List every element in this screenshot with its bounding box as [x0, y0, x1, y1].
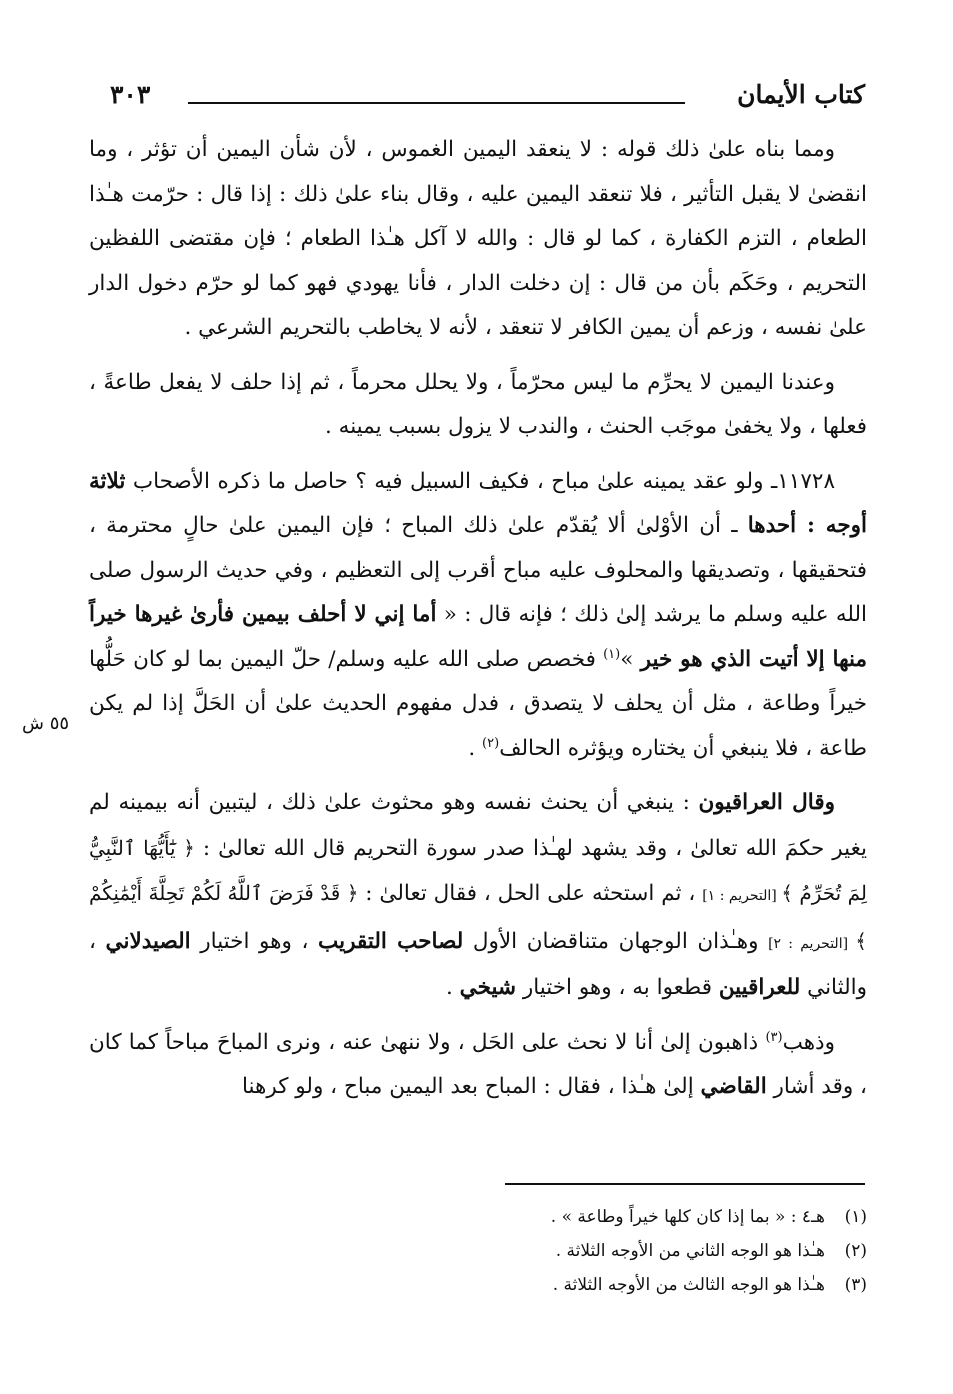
quran-verse-1: ﴿ يَٰٓأَيُّهَا ٱلنَّبِيُّ لِمَ تُحَرِّمُ ﴾ — [89, 835, 868, 905]
paragraph-3-text-f: فخصص صلى الله عليه وسلم/ حلّ اليمين بما لو كان حَلُّها خيراً وطاعة ، مثل أن يحلف لا يتصدق ، فدل مفهوم الحديث علىٰ أن الحَلَّ إذا لم يكن طاعة ، فلا ينبغي أن يختاره ويؤثره الحالف — [89, 646, 867, 761]
footnote-number: (١) — [844, 1207, 867, 1227]
quran-ref-2: [التحريم : ٢] — [768, 935, 856, 952]
author-shaykhi: شيخي — [459, 975, 516, 1000]
footnote-text: هـٰذا هو الوجه الثالث من الأوجه الثلاثة . — [552, 1275, 825, 1295]
paragraph-3-text-c: ـ أن الأوْلىٰ ألا يُقدّم علىٰ ذلك المباح ؛ فإن اليمين علىٰ حالٍ محترمة ، فتحقيقها ، وتصديقها والمحلوف عليه مباح أقرب إلى التعظيم ، وفي حديث الرسول صلى الله عليه وسلم ما يرشد إلىٰ ذلك ؛ فإنه قال : « — [89, 513, 867, 627]
book-title: كتاب الأيمان — [737, 80, 865, 109]
body-text — [89, 128, 867, 1120]
three-views-heading: ثلاثة أوجه : أحدها — [89, 468, 867, 538]
page-number: ٣٠٣ — [110, 80, 151, 109]
iraqi-scholars-heading: وقال العراقيون — [698, 790, 835, 815]
paragraph-4-text-b: : ينبغي أن يحنث نفسه وهو محثوث علىٰ ذلك ، ليتبين أنه بيمينه لم يغير حكمَ الله تعالىٰ ، وقد يشهد لهـٰذا صدر سورة التحريم قال الله تعالىٰ : — [89, 790, 868, 861]
margin-note: ٥٥ ش — [22, 713, 70, 734]
footnote-3 — [89, 1268, 867, 1302]
author-taqrib: لصاحب التقريب — [318, 928, 464, 954]
footnote-ref-3: (٣) — [765, 1029, 783, 1045]
paragraph-5-text-b: ذاهبون إلىٰ أنا لا نحث على الحَل ، ولا ننهىٰ عنه ، ونرى المباحَ مباحاً كما كان ، وقد أشار — [89, 1029, 867, 1099]
footnote-number: (٣) — [844, 1275, 867, 1295]
quote-close: » — [620, 646, 641, 672]
page-header — [110, 80, 865, 116]
paragraph-2: وعندنا اليمين لا يحرِّم ما ليس محرّماً ، ولا يحلل محرماً ، ثم إذا حلف لا يفعل طاعةً ، فعلها ، ولا يخفىٰ موجَب الحنث ، والندب لا يزول بسبب يمينه . — [89, 369, 867, 439]
quran-verse-2: ﴿ قَدْ فَرَضَ ٱللَّهُ لَكُمْ تَحِلَّةَ أَيْمَٰنِكُمْ ﴾ — [89, 881, 867, 953]
footnote-ref-2: (٢) — [482, 735, 500, 751]
paragraph-5-text-d: إلىٰ هـٰذا ، فقال : المباح بعد اليمين مباح ، ولو كرهنا — [241, 1074, 701, 1099]
issue-number-text: ١١٧٢٨ـ ولو عقد يمينه علىٰ مباح ، فكيف السبيل فيه ؟ حاصل ما ذكره الأصحاب — [132, 468, 835, 494]
footnotes — [89, 1200, 867, 1302]
paragraph-4-text-c: ، ثم استحثه على الحل ، فقال تعالىٰ : — [358, 881, 703, 906]
paragraph-4-text-d: وهـٰذان الوجهان متناقضان الأول — [463, 928, 769, 954]
paragraph-4-text-j: قطعوا به ، وهو اختيار — [515, 975, 719, 1000]
author-saydalani: الصيدلاني — [105, 928, 191, 954]
footnote-1 — [89, 1200, 867, 1234]
paragraph-4-text-f: ، وهو اختيار — [190, 928, 319, 954]
paragraph-3-end: . — [468, 735, 483, 761]
paragraph-5-text-a: وذهب — [782, 1029, 835, 1055]
footnote-rule — [505, 1183, 865, 1185]
paragraph-4-end: . — [446, 975, 460, 1000]
footnote-ref-1: (١) — [603, 646, 621, 662]
author-iraqiyyin: للعراقيين — [718, 975, 801, 1000]
footnote-text: هـ٤ : « بما إذا كان كلها خيراً وطاعة » . — [550, 1207, 825, 1227]
paragraph-5 — [89, 1021, 867, 1110]
paragraph-1: ومما بناه علىٰ ذلك قوله : لا ينعقد اليمين الغموس ، لأن شأن اليمين أن تؤثر ، وما انقضىٰ لا يقبل التأثير ، فلا تنعقد اليمين عليه ، وقال بناء علىٰ ذلك : إذا قال : حرّمت هـٰذا الطعام ، التزم الكفارة ، كما لو قال : والله لا آكل هـٰذا الطعام ؛ فإن مقتضى اللفظين التحريم ، وحَكَم بأن من قال : إن دخلت الدار ، فأنا يهودي فهو كما لو حرّم دخول الدار علىٰ نفسه ، وزعم أن يمين الكافر لا تنعقد ، لأنه لا يخاطب بالتحريم الشرعي . — [89, 137, 867, 340]
paragraph-4 — [89, 781, 867, 1011]
footnote-text: هـٰذا هو الوجه الثاني من الأوجه الثلاثة . — [555, 1241, 825, 1261]
paragraph-4-text-h: ، والثاني — [89, 928, 867, 1000]
paragraph-3 — [89, 460, 867, 772]
footnote-2 — [89, 1234, 867, 1268]
header-rule — [188, 102, 685, 104]
author-qadi: القاضي — [700, 1074, 767, 1099]
quran-ref-1: [التحريم : ١] — [702, 888, 782, 904]
hadith-quote: أما إني لا أحلف بيمين فأرىٰ غيرها خيراً منها إلا أتيت الذي هو خير — [89, 602, 868, 672]
footnote-number: (٢) — [844, 1241, 867, 1261]
